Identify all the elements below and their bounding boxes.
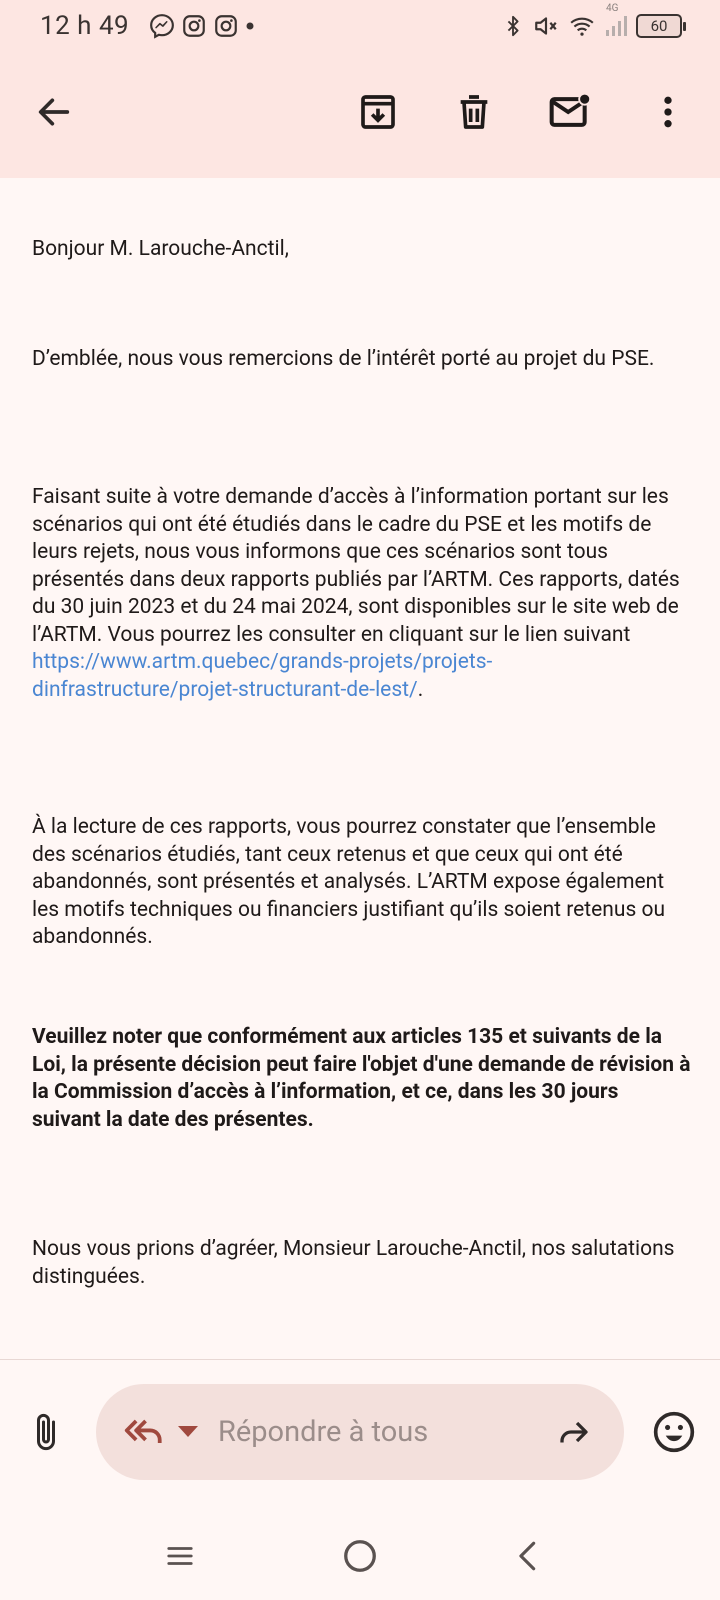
nav-back-icon bbox=[511, 1539, 545, 1573]
paragraph-intro: D’emblée, nous vous remercions de l’intérêt porté au projet du PSE. bbox=[32, 347, 655, 371]
delete-button[interactable] bbox=[450, 88, 498, 136]
paragraph-closing: Nous vous prions d’agréer, Monsieur Larouche-Anctil, nos salutations distinguées. bbox=[32, 1237, 675, 1289]
emoji-button[interactable] bbox=[650, 1408, 698, 1456]
instagram-icon bbox=[181, 13, 207, 39]
email-toolbar bbox=[0, 52, 720, 178]
greeting: Bonjour M. Larouche-Anctil, bbox=[32, 237, 289, 261]
archive-icon bbox=[358, 92, 398, 132]
reply-all-placeholder[interactable]: Répondre à tous bbox=[218, 1415, 429, 1449]
more-vert-icon bbox=[648, 92, 688, 132]
more-options-button[interactable] bbox=[644, 88, 692, 136]
back-button[interactable] bbox=[30, 88, 78, 136]
network-type: 4G bbox=[606, 3, 619, 14]
reply-mode-dropdown[interactable] bbox=[178, 1422, 198, 1442]
paragraph-response bbox=[32, 484, 692, 704]
paragraph-response-text: Faisant suite à votre demande d’accès à l’information portant sur les scénarios qui ont été étudiés dans le cadre du PSE et les motifs de leurs rejets, nous vous informons que ces scénarios sont tous présentés dans deux rapports publiés par l’ARTM. Ces rapports, datés du 30 juin 2023 et du 24 mai 2024, sont disponibles sur le site web de l’ARTM. Vous pourrez les consulter en cliquant sur le lien suivant bbox=[32, 485, 680, 647]
notification-icons bbox=[149, 13, 255, 39]
trash-icon bbox=[454, 92, 494, 132]
mark-unread-button[interactable] bbox=[546, 88, 594, 136]
paragraph-reports: À la lecture de ces rapports, vous pourrez constater que l’ensemble des scénarios étudiés, tant ceux retenus et que ceux qui ont été abandonnés, sont présentés et analysés. L’ARTM expose également les motifs techniques ou financiers justifiant qu’ils soient retenus ou abandonnés. bbox=[32, 815, 666, 949]
messenger-icon bbox=[149, 13, 175, 39]
home-circle-icon bbox=[342, 1538, 378, 1574]
emoji-icon bbox=[652, 1410, 696, 1454]
recent-apps-button[interactable] bbox=[156, 1532, 204, 1580]
archive-button[interactable] bbox=[354, 88, 402, 136]
system-nav-bar bbox=[0, 1510, 720, 1600]
artm-project-link[interactable]: https://www.artm.quebec/grands-projets/projets-dinfrastructure/projet-structurant-de-lest/ bbox=[32, 650, 493, 702]
wifi-icon bbox=[568, 13, 596, 39]
status-bar bbox=[0, 0, 720, 52]
reply-all-bar[interactable] bbox=[96, 1384, 624, 1480]
home-button[interactable] bbox=[336, 1532, 384, 1580]
dot-icon bbox=[245, 21, 255, 31]
forward-icon bbox=[554, 1414, 594, 1450]
signal-icon bbox=[604, 3, 628, 39]
battery-icon bbox=[636, 14, 682, 38]
battery-level: 60 bbox=[650, 17, 668, 35]
paragraph-response-end: . bbox=[417, 677, 424, 702]
reply-all-icon bbox=[122, 1412, 166, 1452]
paperclip-icon bbox=[26, 1410, 66, 1454]
nav-back-button[interactable] bbox=[504, 1532, 552, 1580]
caret-down-icon bbox=[178, 1426, 198, 1438]
divider bbox=[0, 1359, 720, 1360]
mute-icon bbox=[532, 13, 560, 39]
paragraph-review-notice: Veuillez noter que conformément aux articles 135 et suivants de la Loi, la présente décision peut faire l'objet d'une demande de révision à la Commission d’accès à l’information, et ce, dans les 30 jours suivant la date des présentes. bbox=[32, 1025, 691, 1132]
menu-icon bbox=[163, 1541, 197, 1571]
status-time: 12 h 49 bbox=[40, 11, 130, 41]
mail-unread-icon bbox=[548, 90, 592, 134]
instagram-icon bbox=[213, 13, 239, 39]
reply-all-button[interactable] bbox=[122, 1410, 166, 1454]
attach-button[interactable] bbox=[22, 1408, 70, 1456]
arrow-left-icon bbox=[34, 92, 74, 132]
bluetooth-icon bbox=[502, 13, 524, 39]
forward-button[interactable] bbox=[554, 1410, 598, 1454]
